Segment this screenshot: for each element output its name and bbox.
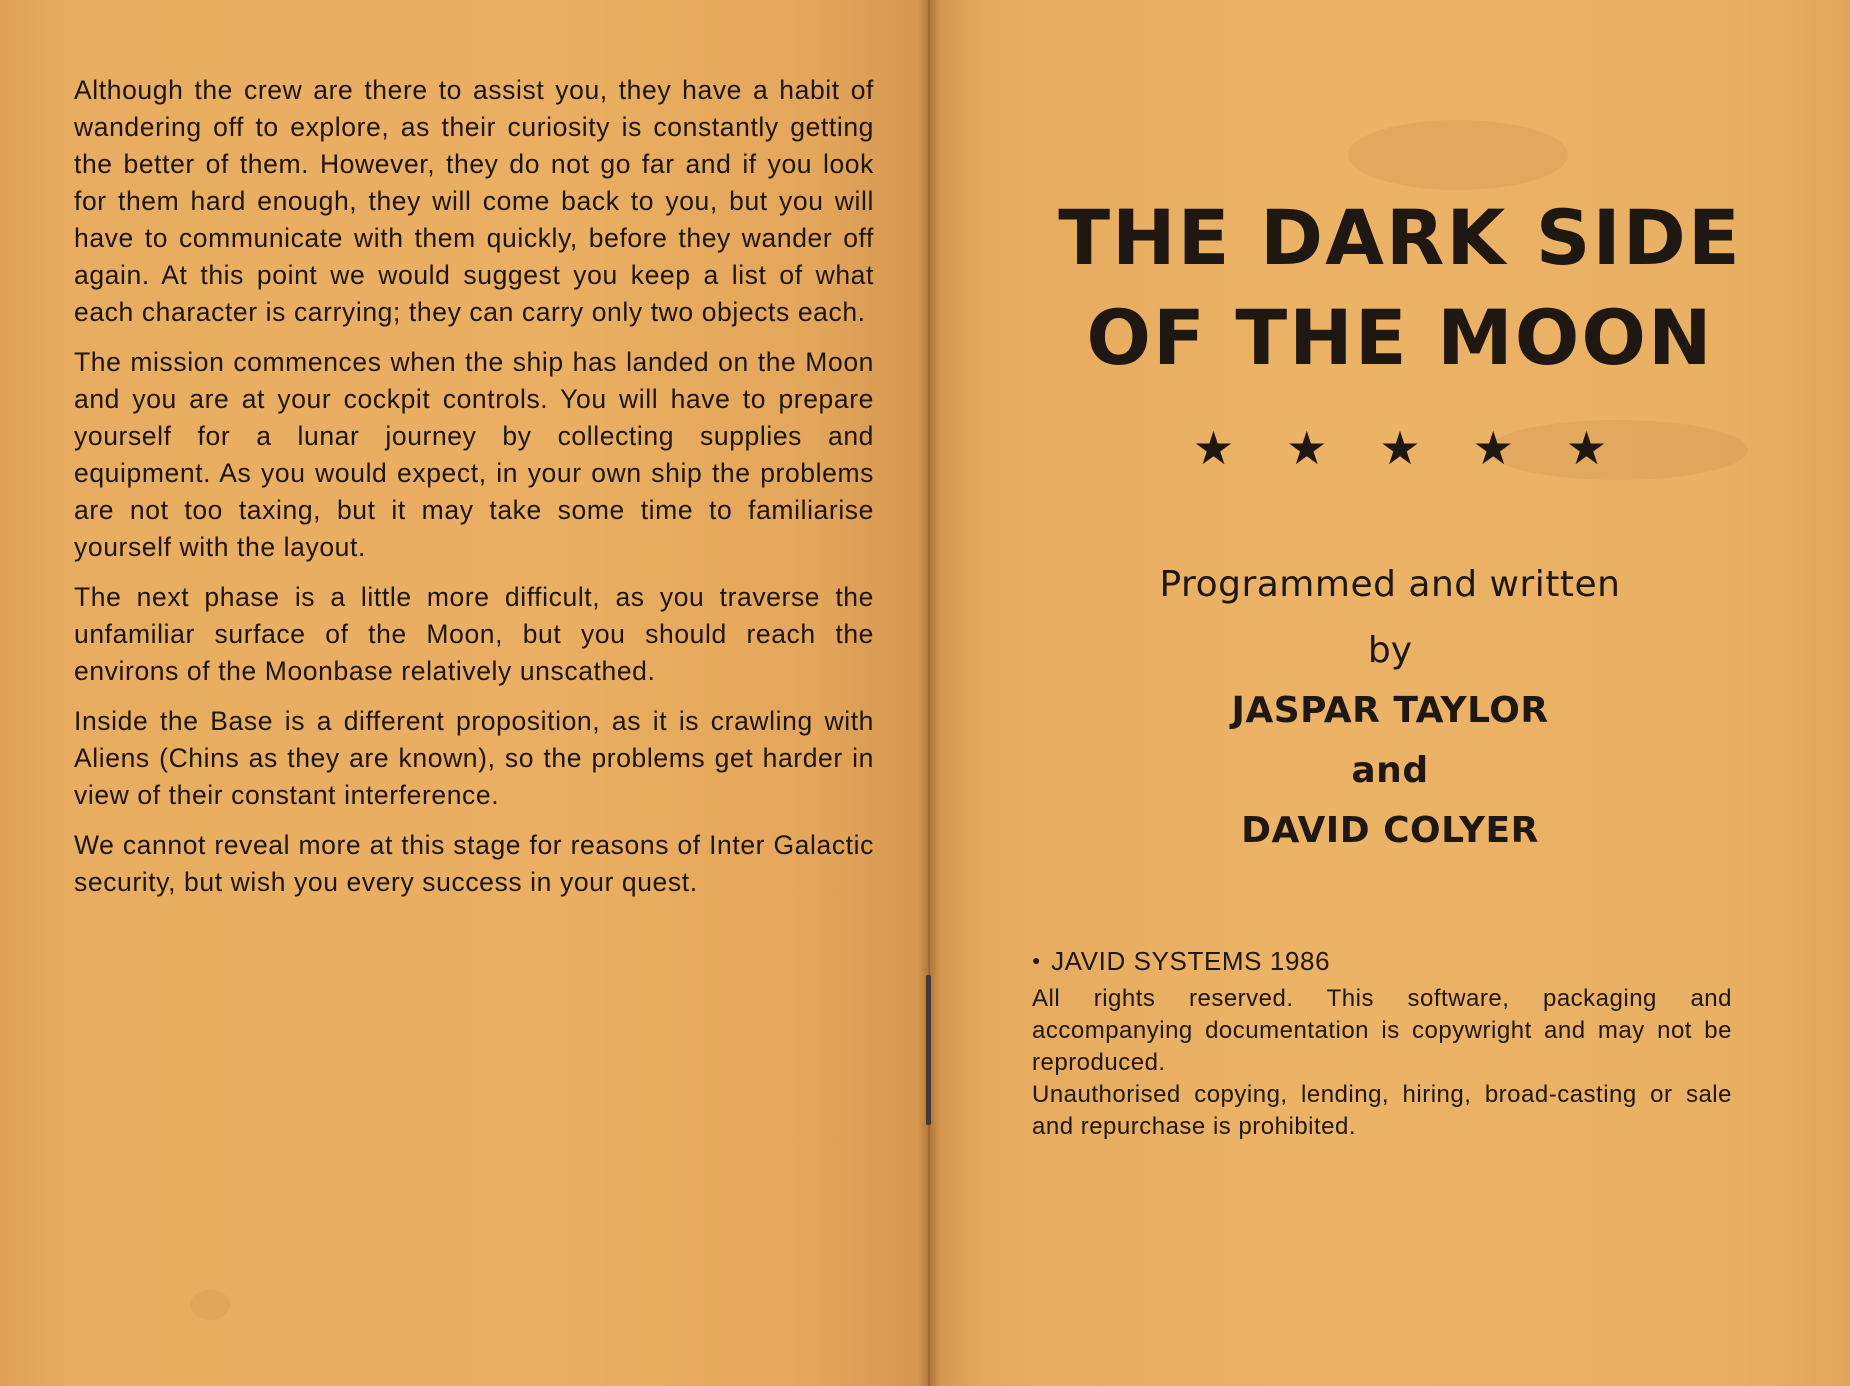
paragraph-base: Inside the Base is a different proposition, as it is crawling with Aliens (Chins as they are known), so the problems get harder in view of their constant interference.	[74, 706, 874, 810]
paragraph-next-phase: The next phase is a little more difficult, as you traverse the unfamiliar surface of the Moon, but you should reach the environs of the Moonbase relatively unscathed.	[74, 582, 874, 686]
copyright-block	[1032, 940, 1732, 1143]
booklet-spine	[918, 0, 940, 1386]
rights-text: All rights reserved. This software, packaging and accompanying documentation is copywright and may not be reproduced.	[1032, 985, 1732, 1076]
publisher-name: JAVID SYSTEMS 1986	[1051, 946, 1331, 976]
author-jaspar-taylor: JASPAR TAYLOR	[1231, 690, 1549, 731]
publisher-line	[1032, 940, 1732, 981]
programmed-label: Programmed and written	[1159, 564, 1621, 605]
paragraph-mission: The mission commences when the ship has landed on the Moon and you are at your cockpit controls. You will have to prepare yourself for a lunar journey by collecting supplies and equipment. As you would expect, in your own ship the problems are not too taxing, but it may take some time to familiarise yourself with the layout.	[74, 347, 874, 562]
stain	[190, 1290, 230, 1320]
author-david-colyer: DAVID COLYER	[1241, 810, 1539, 851]
paragraph-security: We cannot reveal more at this stage for reasons of Inter Galactic security, but wish you every success in your quest.	[74, 830, 874, 897]
staple	[926, 975, 931, 1125]
rating-stars: ★★★★★	[1192, 421, 1660, 475]
title-line-1: THE DARK SIDE	[1058, 193, 1742, 282]
instructions-text	[74, 72, 874, 914]
credits-block	[1040, 555, 1740, 861]
by-label: by	[1367, 630, 1413, 671]
and-label: and	[1351, 750, 1429, 791]
title-line-2: OF THE MOON	[1086, 293, 1714, 382]
paragraph-crew: Although the crew are there to assist you, they have a habit of wandering off to explore, as their curiosity is constantly getting the better of them. However, they do not go far and if you look for them hard enough, they will come back to you, but you will have to communicate with them quickly, before they wander off again. At this point we would suggest you keep a list of what each character is carrying; they can carry only two objects each.	[74, 75, 874, 327]
stain	[1348, 120, 1568, 190]
copyright-icon: ●	[1032, 952, 1042, 968]
title-block	[1010, 188, 1790, 478]
unauthorised-text: Unauthorised copying, lending, hiring, broad-casting or sale and repurchase is prohibited.	[1032, 1081, 1732, 1140]
